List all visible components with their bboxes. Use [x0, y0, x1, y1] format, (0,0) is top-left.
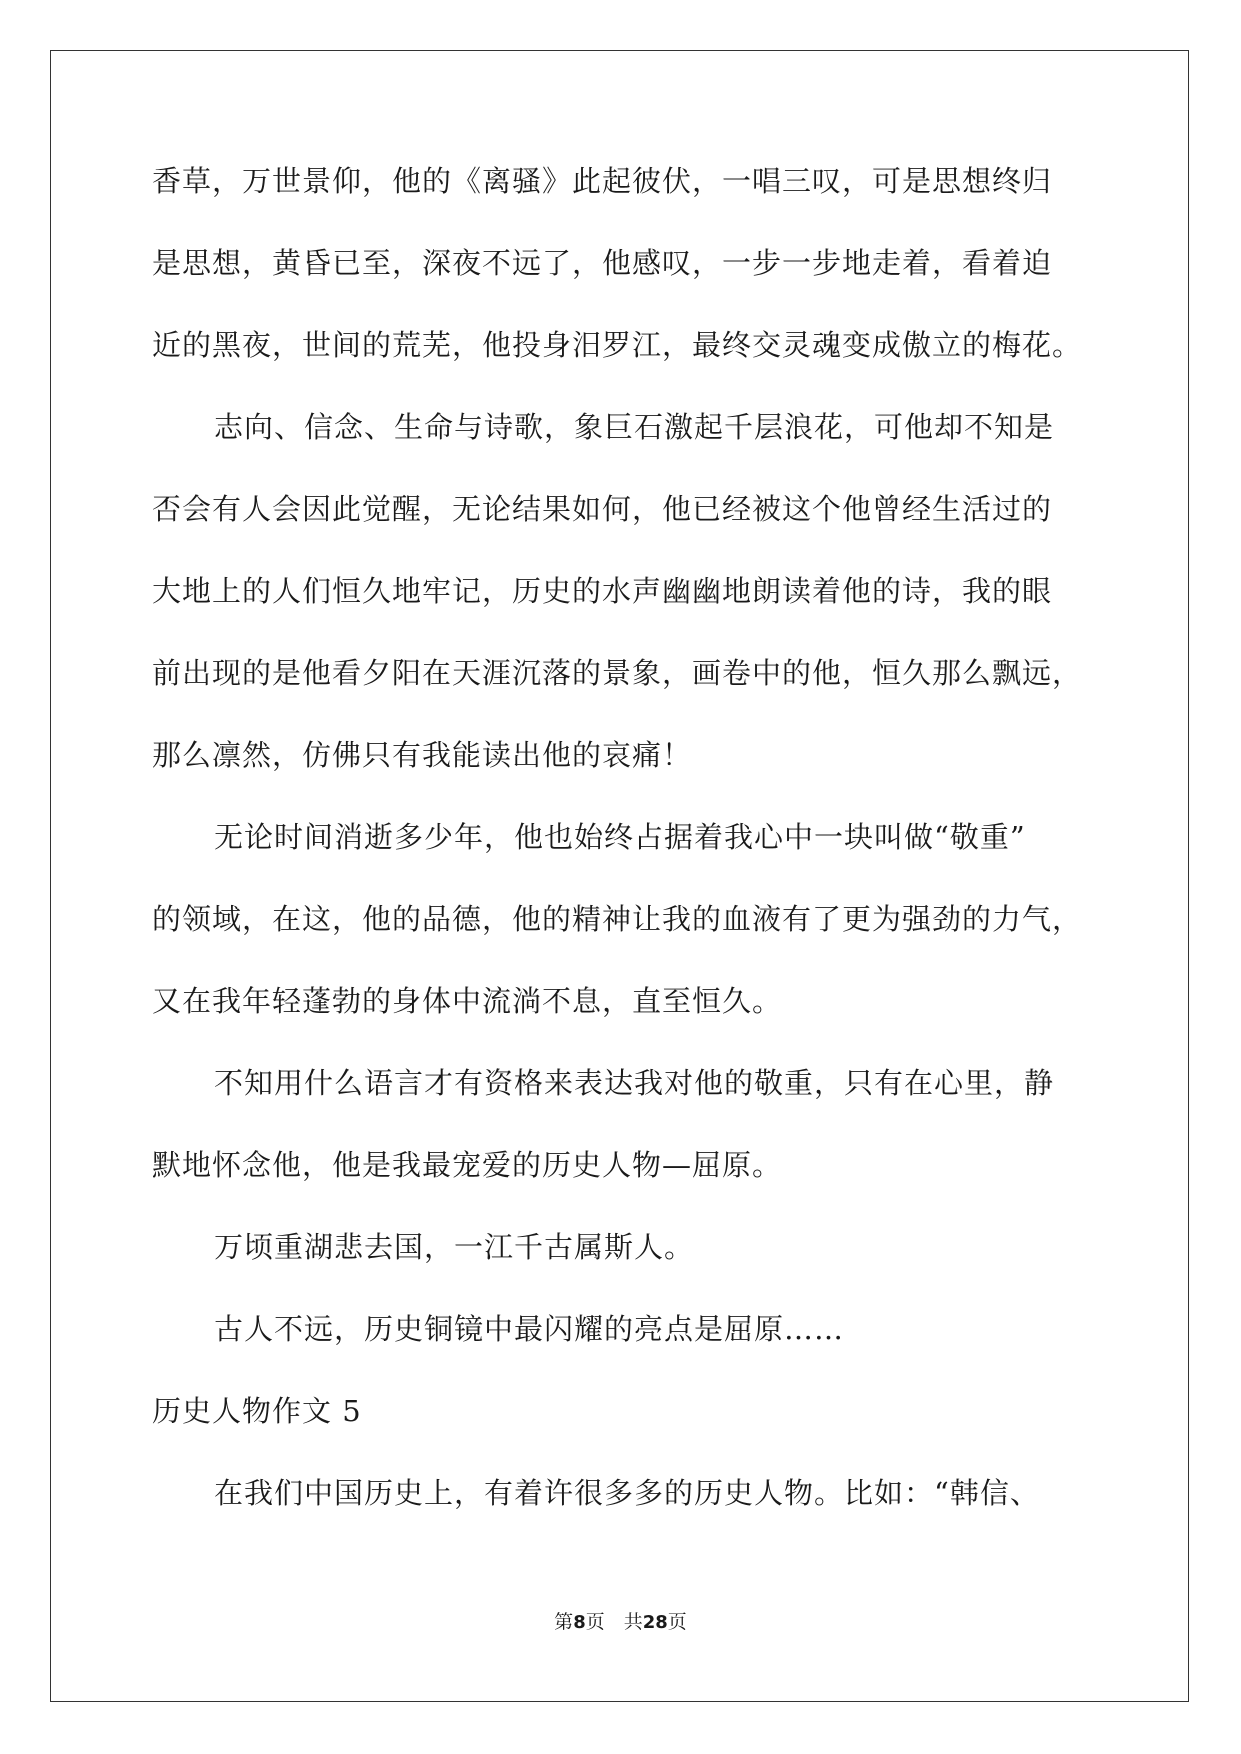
text-line: 是思想，黄昏已至，深夜不远了，他感叹，一步一步地走着，看着迫: [152, 246, 1053, 280]
paragraph-start-line: 志向、信念、生命与诗歌，象巨石激起千层浪花，可他却不知是: [214, 410, 1055, 444]
text-line: 的领域，在这，他的品德，他的精神让我的血液有了更为强劲的力气，: [152, 902, 1083, 936]
paragraph-start-line: 无论时间消逝多少年，他也始终占据着我心中一块叫做“敬重”: [214, 820, 1026, 854]
footer-page-suffix: 页: [667, 1611, 687, 1633]
footer-page-mid: 页 共: [585, 1611, 643, 1633]
footer-page-prefix: 第: [554, 1611, 574, 1633]
text-line: 近的黑夜，世间的荒芜，他投身汨罗江，最终交灵魂变成傲立的梅花。: [152, 328, 1083, 362]
text-line: 默地怀念他，他是我最宠爱的历史人物—屈原。: [152, 1148, 783, 1182]
paragraph-start-line: 在我们中国历史上，有着许很多多的历史人物。比如：“韩信、: [214, 1476, 1040, 1510]
document-body: [152, 160, 1102, 1554]
section-heading: 历史人物作文 5: [152, 1394, 362, 1428]
page-footer: [0, 1610, 1241, 1635]
text-line: 那么凛然，仿佛只有我能读出他的哀痛！: [152, 738, 693, 772]
text-line: 否会有人会因此觉醒，无论结果如何，他已经被这个他曾经生活过的: [152, 492, 1053, 526]
text-line: 前出现的是他看夕阳在天涯沉落的景象，画卷中的他，恒久那么飘远，: [152, 656, 1083, 690]
text-line: 香草，万世景仰，他的《离骚》此起彼伏，一唱三叹，可是思想终归: [152, 164, 1053, 198]
footer-page-total: 28: [642, 1612, 668, 1633]
paragraph-start-line: 古人不远，历史铜镜中最闪耀的亮点是屈原……: [214, 1312, 845, 1346]
text-line: 大地上的人们恒久地牢记，历史的水声幽幽地朗读着他的诗，我的眼: [152, 574, 1053, 608]
paragraph-start-line: 不知用什么语言才有资格来表达我对他的敬重，只有在心里，静: [214, 1066, 1055, 1100]
paragraph-start-line: 万顷重湖悲去国，一江千古属斯人。: [214, 1230, 695, 1264]
footer-page-current: 8: [573, 1612, 586, 1633]
text-line: 又在我年轻蓬勃的身体中流淌不息，直至恒久。: [152, 984, 783, 1018]
